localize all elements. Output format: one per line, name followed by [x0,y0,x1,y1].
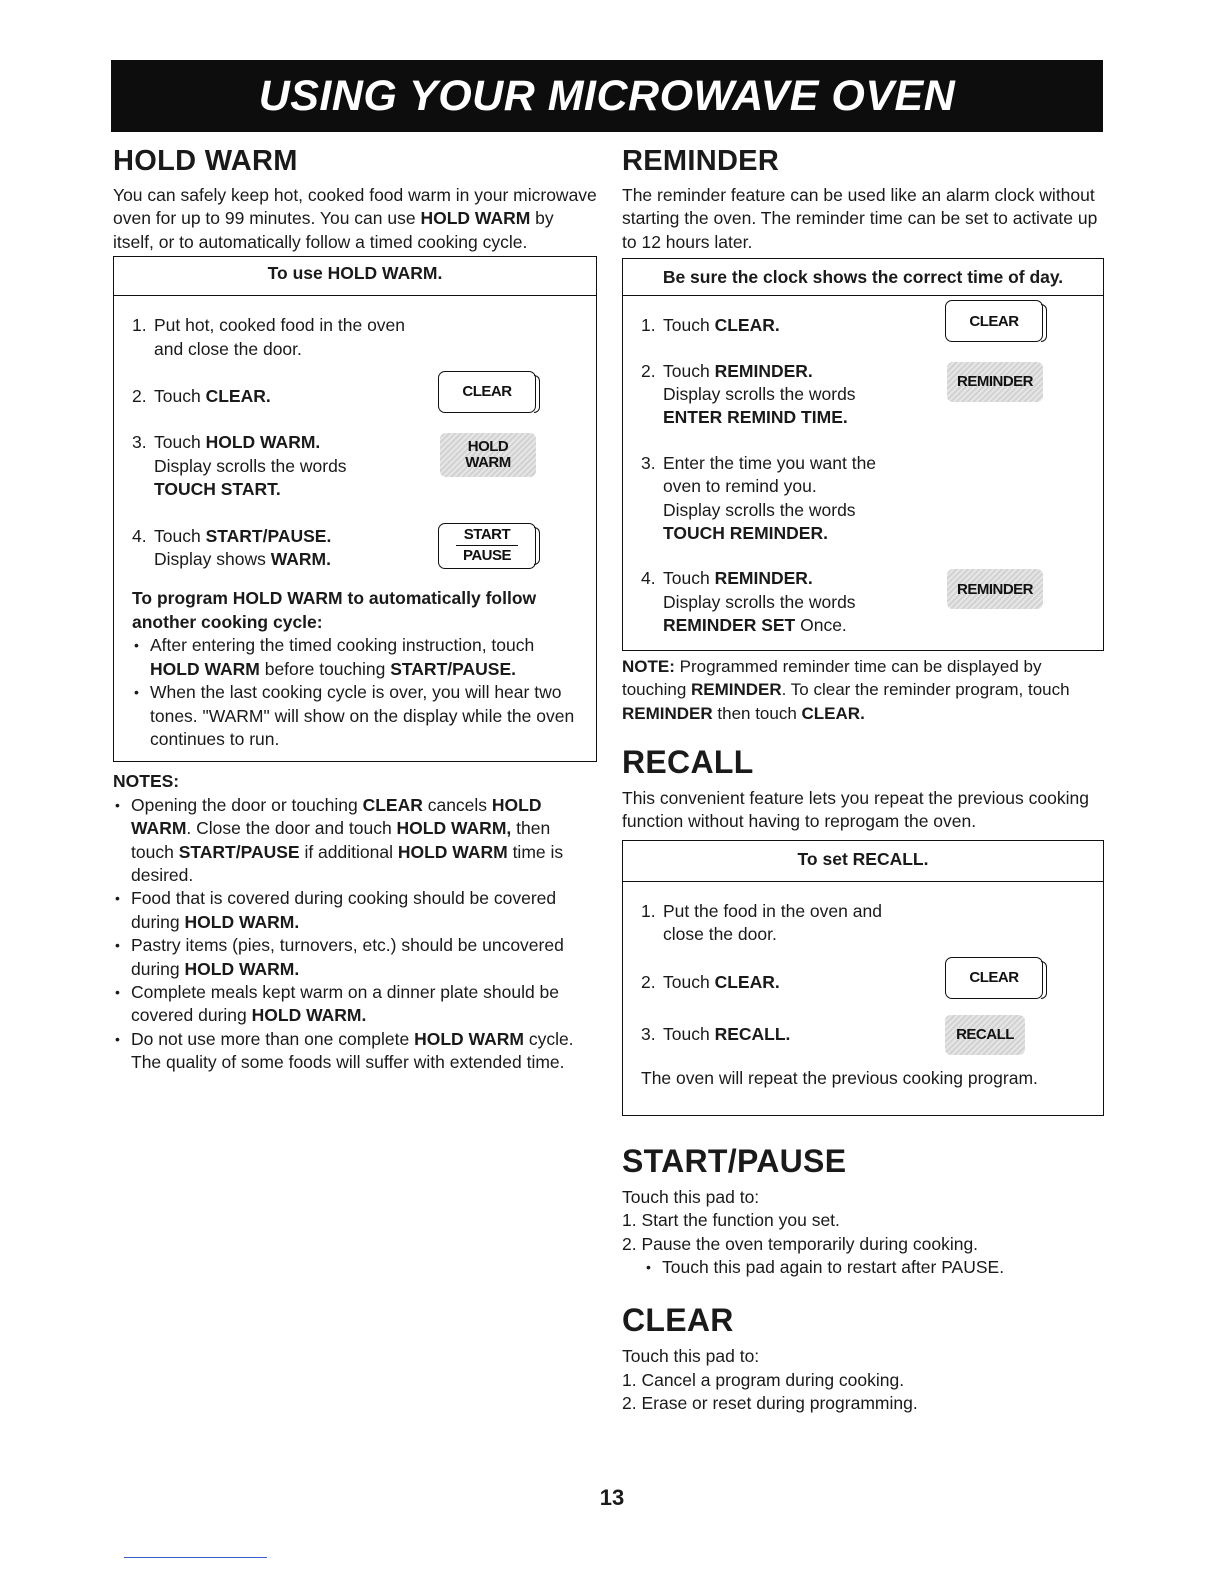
list-bold: HOLD WARM. [184,911,300,932]
hold-warm-step-2 [132,385,578,408]
list-bold: HOLD WARM [397,841,508,862]
start-pause-key [438,523,536,569]
step-bold: CLEAR. [714,971,780,992]
note-text: then touch [712,703,802,723]
list-item: 2. Erase or reset during programming. [622,1393,918,1414]
hold-warm-key-label: WARM [465,454,511,472]
list-text: Pastry items (pies, turnovers, etc.) should be uncovered during [131,935,564,979]
step-text: Display shows [154,549,271,570]
page-banner: USING YOUR MICROWAVE OVEN [111,60,1103,132]
list-text: if additional [299,841,398,862]
step-text: Touch [154,386,206,407]
list-item [132,634,578,681]
step-number: 4. [641,568,656,589]
step-bold: ENTER REMIND TIME. [663,407,848,428]
recall-key-label: RECALL [956,1026,1014,1044]
list-text: cancels [422,794,492,815]
step-text: Display scrolls the words [663,591,856,612]
step-number: 3. [132,432,147,453]
recall-step-3 [641,1023,1085,1046]
key-divider [456,545,518,547]
step-bold: START/PAUSE. [205,525,332,546]
recall-intro: This convenient feature lets you repeat the previous cooking function without having to reprogam the oven. [622,787,1089,832]
list-text: time is desired. [131,841,564,885]
clear-key-label: CLEAR [969,968,1019,986]
reminder-note [622,655,1104,725]
reminder-box [622,258,1104,650]
hold-warm-box-body [114,296,596,761]
list-bold: HOLD WARM, [396,818,512,839]
note-bold: REMINDER [691,680,782,700]
hold-warm-key [440,433,536,477]
list-bold: HOLD WARM [414,1028,524,1049]
reminder-step-4 [641,567,1085,637]
start-pause-sublist [622,1256,1104,1279]
step-text: oven to remind you. [663,476,817,497]
list-bold: HOLD WARM. [251,1005,367,1026]
list-bold: START/PAUSE [178,841,300,862]
step-number: 1. [132,315,147,336]
note-bold: REMINDER [622,703,713,723]
step-text: Touch [154,432,206,453]
list-text: then touch [131,818,551,862]
list-text: Food that is covered during cooking should be covered during [131,888,557,932]
step-text: Touch [663,315,715,336]
list-item [113,934,597,981]
list-item [113,1028,597,1075]
reminder-step-1 [641,314,1085,337]
start-pause-list [622,1186,1104,1280]
list-bold: HOLD WARM. [184,958,300,979]
list-item [113,794,597,888]
list-item: • Touch this pad again to restart after PAUSE. [644,1256,1104,1279]
note-text: . To clear the reminder program, touch [781,680,1070,700]
step-number: 2. [641,971,656,992]
program-heading: To program HOLD WARM to automatically follow another cooking cycle: [132,588,537,632]
step-bold: WARM. [270,549,331,570]
intro-bold: HOLD WARM [420,208,531,229]
clear-key [438,371,536,413]
step-bold: TOUCH REMINDER. [663,523,828,544]
right-column [622,140,1104,1416]
list-item [113,981,597,1028]
recall-box [622,840,1104,1116]
list-item: 1. Start the function you set. [622,1210,840,1231]
step-number: 1. [641,900,656,921]
step-number: 2. [132,386,147,407]
step-number: 3. [641,1023,656,1044]
hold-warm-step-4 [132,525,578,572]
reminder-step-3 [641,452,1085,546]
left-column [113,140,597,1075]
reminder-key [947,569,1043,609]
step-text: Display scrolls the words [663,499,856,520]
clear-heading: CLEAR [622,1302,734,1339]
note-bold: CLEAR. [801,703,865,723]
list-text: After entering the timed cooking instruction, touch [150,635,535,656]
list-bold: CLEAR [362,794,423,815]
hold-warm-step-1 [132,314,578,361]
step-text: Display scrolls the words [663,384,856,405]
list-item: Touch this pad to: [622,1186,760,1207]
recall-step-1 [641,900,1085,947]
recall-step-2 [641,968,1085,994]
list-bold: START/PAUSE. [390,658,516,679]
step-bold: REMINDER SET [663,615,796,636]
step-bold: HOLD WARM. [205,432,321,453]
step-text: Display scrolls the words [154,455,347,476]
step-text: Touch [663,360,715,381]
step-text: Once. [795,615,847,636]
recall-closing: The oven will repeat the previous cooking program. [641,1068,1038,1089]
step-bold: REMINDER. [714,568,813,589]
list-text: before touching [259,658,391,679]
list-text: cycle. The quality of some foods will suffer with extended time. [131,1028,574,1073]
step-text: Put the food in the oven and [663,900,882,921]
step-text: Touch [663,568,715,589]
reminder-intro: The reminder feature can be used like an alarm clock without starting the oven. The reminder time can be set to activate up to 12 hours later. [622,185,1098,252]
step-text: and close the door. [154,338,302,359]
reminder-key-label: REMINDER [956,580,1033,598]
list-text: Complete meals kept warm on a dinner plate should be covered during [131,981,560,1026]
start-pause-heading: START/PAUSE [622,1142,847,1179]
reminder-step-2 [641,360,1085,430]
recall-box-body [623,882,1103,1115]
list-item [113,887,597,934]
hold-warm-key-label: HOLD [467,438,509,456]
reminder-heading: REMINDER [622,145,780,177]
reminder-box-body [623,296,1103,649]
hold-warm-step-3 [132,431,578,501]
reminder-box-title: Be sure the clock shows the correct time of day. [623,259,1103,296]
step-bold: REMINDER. [714,360,813,381]
list-text: Opening the door or touching [131,794,363,815]
recall-heading: RECALL [622,743,754,780]
list-item: Touch this pad to: [622,1346,760,1367]
notes-list [113,794,597,1075]
step-bold: CLEAR. [205,386,271,407]
note-label: NOTE: [622,656,675,676]
hold-warm-intro [113,184,597,254]
step-bold: TOUCH START. [154,479,281,500]
list-text: . Close the door and touch [186,818,397,839]
step-bold: CLEAR. [714,315,780,336]
clear-key [945,300,1043,342]
step-text: close the door. [663,924,777,945]
notes-label: NOTES: [113,771,180,792]
step-number: 4. [132,525,147,546]
step-bold: RECALL. [714,1023,791,1044]
step-number: 2. [641,360,656,381]
reminder-key [947,362,1043,402]
intro-text: by itself, or to automatically follow a timed cooking cycle. [113,208,554,252]
clear-key [945,957,1043,999]
note-text: Programmed reminder time can be displayed by touching [622,656,1042,700]
clear-list [622,1345,1104,1415]
step-text: Touch [663,971,715,992]
step-text: Touch [663,1023,715,1044]
recall-box-title: To set RECALL. [623,841,1103,882]
intro-text: You can safely keep hot, cooked food warm in your microwave oven for up to 99 minutes. You can use [113,185,597,229]
list-bold: HOLD WARM [150,658,260,679]
list-item: 2. Pause the oven temporarily during cooking. [622,1233,979,1254]
list-item: 1. Cancel a program during cooking. [622,1369,905,1390]
step-text: Enter the time you want the [663,452,877,473]
step-number: 3. [641,452,656,473]
hold-warm-box-title: To use HOLD WARM. [114,257,596,296]
step-text: Touch [154,525,206,546]
start-pause-key-label: PAUSE [462,547,512,565]
recall-key [945,1015,1025,1055]
start-pause-key-label: START [463,525,511,543]
step-text: Put hot, cooked food in the oven [154,315,406,336]
clear-key-label: CLEAR [969,312,1019,330]
hold-warm-heading: HOLD WARM [113,145,298,177]
hold-warm-box [113,256,597,762]
page-number: 13 [599,1485,625,1510]
list-item: • When the last cooking cycle is over, you will hear two tones. "WARM" will show on the display while the oven continues to run. [132,681,578,751]
list-text: Do not use more than one complete [131,1028,415,1049]
clear-key-label: CLEAR [462,383,512,401]
list-bold: HOLD WARM [131,794,542,839]
footer-rule [124,1557,267,1558]
reminder-key-label: REMINDER [956,372,1033,390]
step-number: 1. [641,315,656,336]
program-list [132,634,578,751]
